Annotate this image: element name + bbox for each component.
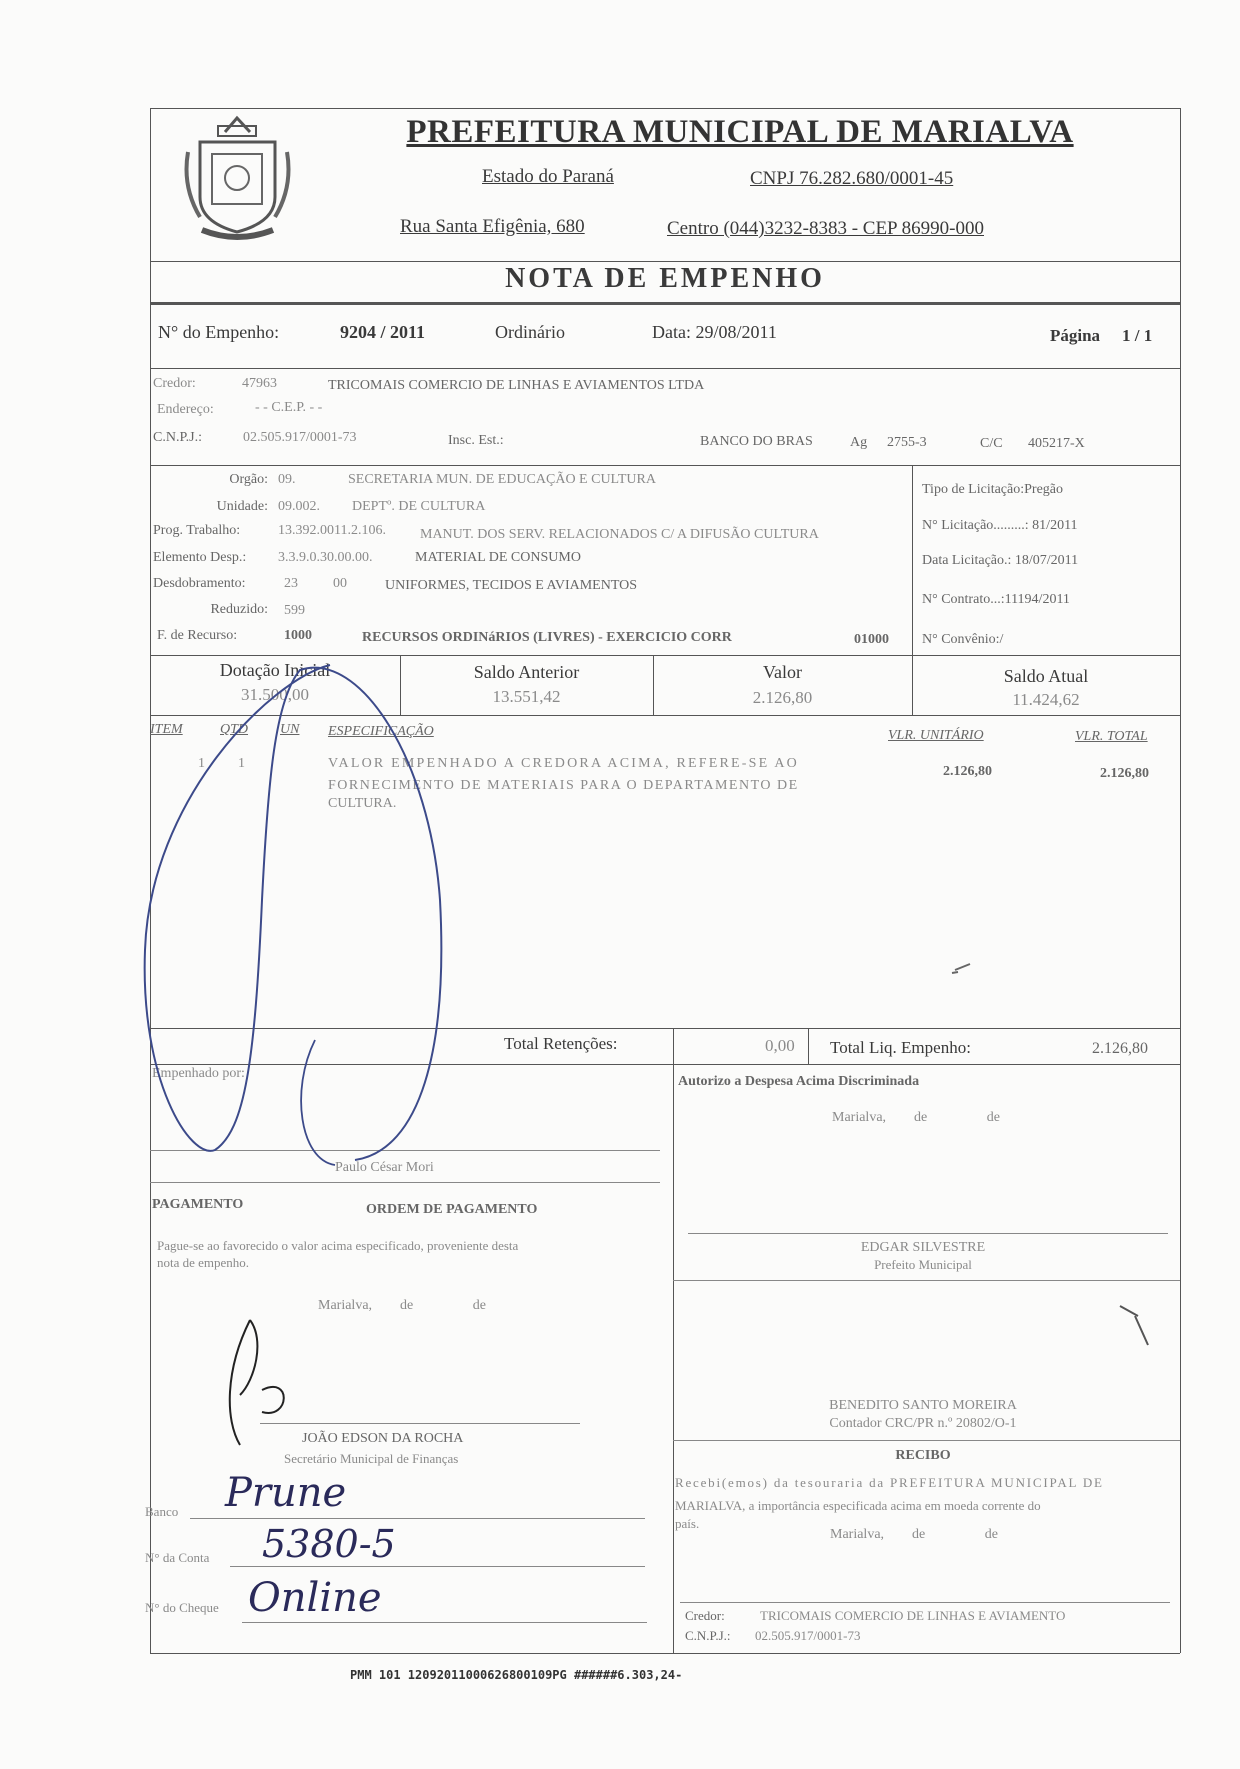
recibo-cnpj-value: 02.505.917/0001-73 [755, 1628, 861, 1643]
saldo-atual-value: 11.424,62 [1012, 690, 1080, 709]
valor-value: 2.126,80 [752, 688, 813, 707]
elemento-code: 3.3.9.0.30.00.00. [278, 550, 373, 565]
document-title: NOTA DE EMPENHO [505, 263, 825, 294]
autorizo-place-date: Marialva, de de [832, 1110, 1000, 1125]
desdobramento-label: Desdobramento: [153, 576, 246, 591]
prog-desc: MANUT. DOS SERV. RELACIONADOS C/ A DIFUSÃO CULTURA [420, 527, 819, 542]
unidade-code: 09.002. [278, 499, 320, 514]
elemento-label: Elemento Desp.: [153, 550, 247, 565]
recibo-cnpj-label: C.N.P.J.: [685, 1628, 731, 1643]
numero-contrato: N° Contrato...:11194/2011 [922, 592, 1070, 607]
empenho-type: Ordinário [495, 322, 565, 342]
recurso-label: F. de Recurso: [157, 628, 238, 643]
item-total-value: 2.126,80 [1100, 766, 1149, 781]
recibo-text-line1: Recebi(emos) da tesouraria da PREFEITURA MUNICIPAL DE [675, 1475, 1104, 1490]
district-phone-cep: Centro (044)3232-8383 - CEP 86990-000 [667, 218, 984, 239]
recibo-credor-name: TRICOMAIS COMERCIO DE LINHAS E AVIAMENTO [760, 1608, 1066, 1623]
creditor-name: TRICOMAIS COMERCIO DE LINHAS E AVIAMENTOS LTDA [328, 378, 705, 393]
secretario-name: JOÃO EDSON DA ROCHA [302, 1431, 464, 1446]
header-unit-value: VLR. UNITÁRIO [888, 728, 984, 743]
prefeito-name: EDGAR SILVESTRE [860, 1240, 986, 1255]
state-name: Estado do Paraná [482, 166, 614, 187]
cheque-number-label: N° do Cheque [145, 1600, 219, 1615]
dotacao-inicial-value: 31.500,00 [241, 685, 309, 704]
numero-licitacao: N° Licitação.........: 81/2011 [922, 518, 1078, 533]
empenhado-por-label: Empenhado por: [152, 1066, 245, 1081]
orgao-label: Orgão: [229, 472, 268, 487]
bank-handwritten: Prune [225, 1470, 347, 1516]
unidade-label: Unidade: [216, 499, 268, 514]
numero-convenio: N° Convênio:/ [922, 632, 1004, 647]
desdobramento-code2: 00 [333, 576, 347, 591]
street-address: Rua Santa Efigênia, 680 [400, 216, 585, 237]
recibo-place-date: Marialva, de de [830, 1527, 998, 1542]
header-un: UN [280, 722, 300, 737]
page-label: Página [1050, 326, 1101, 345]
item-unit-value: 2.126,80 [943, 764, 992, 779]
header-qtd: QTD [220, 722, 249, 737]
creditor-cnpj: 02.505.917/0001-73 [243, 430, 357, 445]
creditor-code: 47963 [242, 376, 277, 391]
prefeito-title: Prefeito Municipal [874, 1257, 972, 1272]
footer-code: PMM 101 12092011000626800109PG ######6.303,24- [350, 1668, 683, 1682]
pagamento-place-date: Marialva, de de [318, 1298, 486, 1313]
total-retencoes-label: Total Retenções: [504, 1034, 618, 1053]
pagamento-label: PAGAMENTO [152, 1197, 244, 1212]
header-spec: ESPECIFICAÇÃO [328, 724, 434, 739]
header-item: ITEM [150, 722, 183, 737]
item-number: 1 [198, 756, 205, 771]
pagamento-text-line1: Pague-se ao favorecido o valor acima especificado, proveniente desta [157, 1238, 519, 1253]
contador-name: BENEDITO SANTO MOREIRA [829, 1398, 1017, 1413]
item-spec-line2: FORNECIMENTO DE MATERIAIS PARA O DEPARTAMENTO DE [328, 778, 799, 793]
recibo-text-line2: MARIALVA, a importância especificada acima em moeda corrente do [675, 1498, 1041, 1513]
total-retencoes-value: 0,00 [765, 1036, 795, 1055]
dotacao-inicial-label: Dotação Inicial [219, 660, 331, 680]
prog-label: Prog. Trabalho: [153, 523, 241, 538]
address-value: - - C.E.P. - - [255, 400, 323, 415]
account-number-label: N° da Conta [145, 1550, 210, 1565]
creditor-label: Credor: [153, 376, 196, 391]
empenho-number: 9204 / 2011 [340, 322, 426, 342]
tipo-licitacao: Tipo de Licitação:Pregão [922, 482, 1064, 497]
recibo-title: RECIBO [895, 1448, 951, 1463]
cnpj: CNPJ 76.282.680/0001-45 [750, 168, 954, 189]
municipality-title: PREFEITURA MUNICIPAL DE MARIALVA [406, 114, 1074, 150]
reduzido-value: 599 [284, 603, 305, 618]
recurso-code2: 01000 [854, 632, 889, 647]
recurso-desc: RECURSOS ORDINáRIOS (LIVRES) - EXERCICIO CORR [362, 630, 732, 645]
saldo-anterior-value: 13.551,42 [492, 687, 561, 706]
ordem-pagamento-label: ORDEM DE PAGAMENTO [366, 1202, 538, 1217]
recibo-text-line3: país. [675, 1516, 700, 1531]
contador-title: Contador CRC/PR n.º 20802/O-1 [829, 1416, 1017, 1431]
recurso-code: 1000 [284, 628, 312, 643]
item-qty: 1 [238, 756, 245, 771]
account-label: C/C [980, 436, 1003, 451]
account-handwritten: 5380-5 [262, 1522, 396, 1566]
agency-label: Ag [850, 435, 868, 450]
item-spec-line3: CULTURA. [328, 796, 397, 811]
prog-code: 13.392.0011.2.106. [278, 523, 386, 538]
autorizo-text: Autorizo a Despesa Acima Discriminada [678, 1074, 920, 1089]
agency-value: 2755-3 [887, 435, 927, 450]
orgao-code: 09. [278, 472, 296, 487]
cheque-handwritten: Online [248, 1575, 382, 1621]
saldo-atual-label: Saldo Atual [1003, 666, 1089, 686]
bank-name: BANCO DO BRAS [700, 434, 813, 449]
secretario-title: Secretário Municipal de Finanças [284, 1451, 459, 1466]
data-licitacao: Data Licitação.: 18/07/2011 [922, 553, 1079, 568]
item-spec-line1: VALOR EMPENHADO A CREDORA ACIMA, REFERE-SE AO [328, 756, 799, 771]
saldo-anterior-label: Saldo Anterior [473, 662, 580, 682]
empenho-number-label: N° do Empenho: [158, 322, 280, 342]
elemento-desc: MATERIAL DE CONSUMO [415, 550, 581, 565]
desdobramento-desc: UNIFORMES, TECIDOS E AVIAMENTOS [385, 578, 638, 593]
total-liq-label: Total Liq. Empenho: [830, 1038, 971, 1057]
valor-label: Valor [763, 662, 802, 682]
creditor-cnpj-label: C.N.P.J.: [153, 430, 203, 445]
account-value: 405217-X [1028, 436, 1085, 451]
header-total-value: VLR. TOTAL [1075, 729, 1148, 744]
pagamento-text-line2: nota de empenho. [157, 1255, 250, 1270]
insc-est-label: Insc. Est.: [448, 433, 504, 448]
bank-label: Banco [145, 1504, 179, 1519]
empenho-date: Data: 29/08/2011 [652, 322, 777, 342]
address-label: Endereço: [157, 402, 214, 417]
empenhado-por-name: Paulo César Mori [335, 1160, 434, 1175]
total-liq-value: 2.126,80 [1092, 1040, 1148, 1057]
desdobramento-code1: 23 [284, 576, 298, 591]
unidade-desc: DEPTº. DE CULTURA [352, 499, 486, 514]
reduzido-label: Reduzido: [210, 602, 268, 617]
orgao-desc: SECRETARIA MUN. DE EDUCAÇÃO E CULTURA [348, 472, 656, 487]
page-number: 1 / 1 [1122, 326, 1153, 345]
recibo-credor-label: Credor: [685, 1608, 725, 1623]
